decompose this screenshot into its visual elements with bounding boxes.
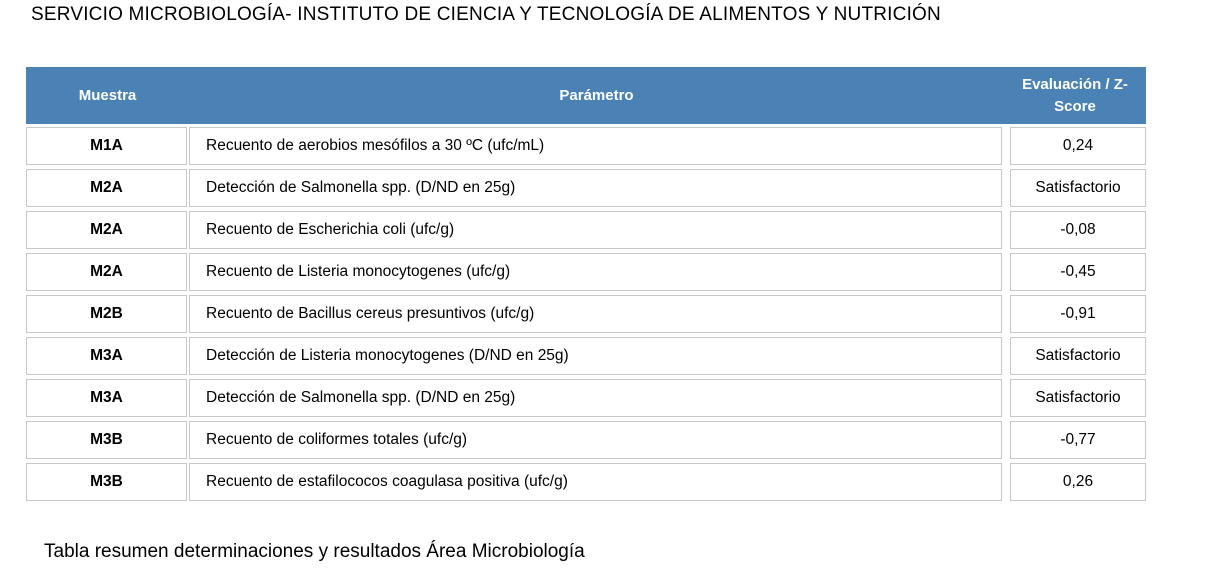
table-caption: Tabla resumen determinaciones y resultados Área Microbiología (44, 541, 585, 562)
table-row (26, 209, 1146, 251)
sample-cell-text: M2B (26, 295, 187, 333)
parameter-cell-text: Recuento de aerobios mesófilos a 30 ºC (ufc/mL) (189, 127, 1002, 165)
table-body (26, 125, 1146, 503)
sample-cell (26, 377, 189, 419)
parameter-cell (189, 335, 1004, 377)
sample-cell (26, 335, 189, 377)
sample-cell-text: M3A (26, 379, 187, 417)
sample-cell (26, 251, 189, 293)
evaluation-cell-text: 0,24 (1010, 127, 1146, 165)
sample-cell (26, 125, 189, 167)
parameter-cell (189, 461, 1004, 503)
sample-cell-text: M2A (26, 253, 187, 291)
evaluation-cell-text: 0,26 (1010, 463, 1146, 501)
evaluation-cell-text: -0,45 (1010, 253, 1146, 291)
evaluation-cell-text: Satisfactorio (1010, 379, 1146, 417)
parameter-cell (189, 293, 1004, 335)
sample-cell-text: M2A (26, 211, 187, 249)
results-table (26, 67, 1146, 504)
sample-cell (26, 419, 189, 461)
parameter-cell-text: Detección de Listeria monocytogenes (D/ND en 25g) (189, 337, 1002, 375)
table-row (26, 461, 1146, 503)
table-row (26, 251, 1146, 293)
parameter-cell (189, 419, 1004, 461)
header-evaluation: Evaluación / Z-Score (1004, 67, 1146, 125)
parameter-cell-text: Detección de Salmonella spp. (D/ND en 25g) (189, 169, 1002, 207)
results-table-container (26, 67, 1146, 504)
evaluation-cell (1004, 167, 1146, 209)
sample-cell (26, 209, 189, 251)
evaluation-cell-text: -0,91 (1010, 295, 1146, 333)
parameter-cell-text: Recuento de estafilococos coagulasa positiva (ufc/g) (189, 463, 1002, 501)
header-parameter: Parámetro (189, 67, 1004, 125)
sample-cell-text: M1A (26, 127, 187, 165)
evaluation-cell-text: Satisfactorio (1010, 169, 1146, 207)
evaluation-cell (1004, 293, 1146, 335)
sample-cell (26, 167, 189, 209)
table-row (26, 125, 1146, 167)
table-row (26, 377, 1146, 419)
sample-cell-text: M3A (26, 337, 187, 375)
parameter-cell-text: Recuento de Bacillus cereus presuntivos (ufc/g) (189, 295, 1002, 333)
table-row (26, 419, 1146, 461)
table-row (26, 335, 1146, 377)
table-row (26, 167, 1146, 209)
evaluation-cell-text: -0,77 (1010, 421, 1146, 459)
parameter-cell (189, 209, 1004, 251)
evaluation-cell (1004, 419, 1146, 461)
sample-cell-text: M3B (26, 421, 187, 459)
parameter-cell-text: Recuento de Listeria monocytogenes (ufc/g) (189, 253, 1002, 291)
evaluation-cell (1004, 461, 1146, 503)
evaluation-cell (1004, 209, 1146, 251)
parameter-cell-text: Recuento de Escherichia coli (ufc/g) (189, 211, 1002, 249)
parameter-cell (189, 167, 1004, 209)
evaluation-cell (1004, 251, 1146, 293)
parameter-cell-text: Detección de Salmonella spp. (D/ND en 25g) (189, 379, 1002, 417)
table-row (26, 293, 1146, 335)
sample-cell (26, 293, 189, 335)
evaluation-cell (1004, 335, 1146, 377)
parameter-cell (189, 125, 1004, 167)
evaluation-cell-text: Satisfactorio (1010, 337, 1146, 375)
sample-cell-text: M3B (26, 463, 187, 501)
evaluation-cell (1004, 377, 1146, 419)
parameter-cell (189, 251, 1004, 293)
parameter-cell-text: Recuento de coliformes totales (ufc/g) (189, 421, 1002, 459)
page-title: SERVICIO MICROBIOLOGÍA- INSTITUTO DE CIENCIA Y TECNOLOGÍA DE ALIMENTOS Y NUTRICIÓN (31, 4, 941, 25)
evaluation-cell-text: -0,08 (1010, 211, 1146, 249)
sample-cell (26, 461, 189, 503)
parameter-cell (189, 377, 1004, 419)
table-header-row (26, 67, 1146, 125)
sample-cell-text: M2A (26, 169, 187, 207)
header-sample: Muestra (26, 67, 189, 125)
table-header (26, 67, 1146, 125)
evaluation-cell (1004, 125, 1146, 167)
